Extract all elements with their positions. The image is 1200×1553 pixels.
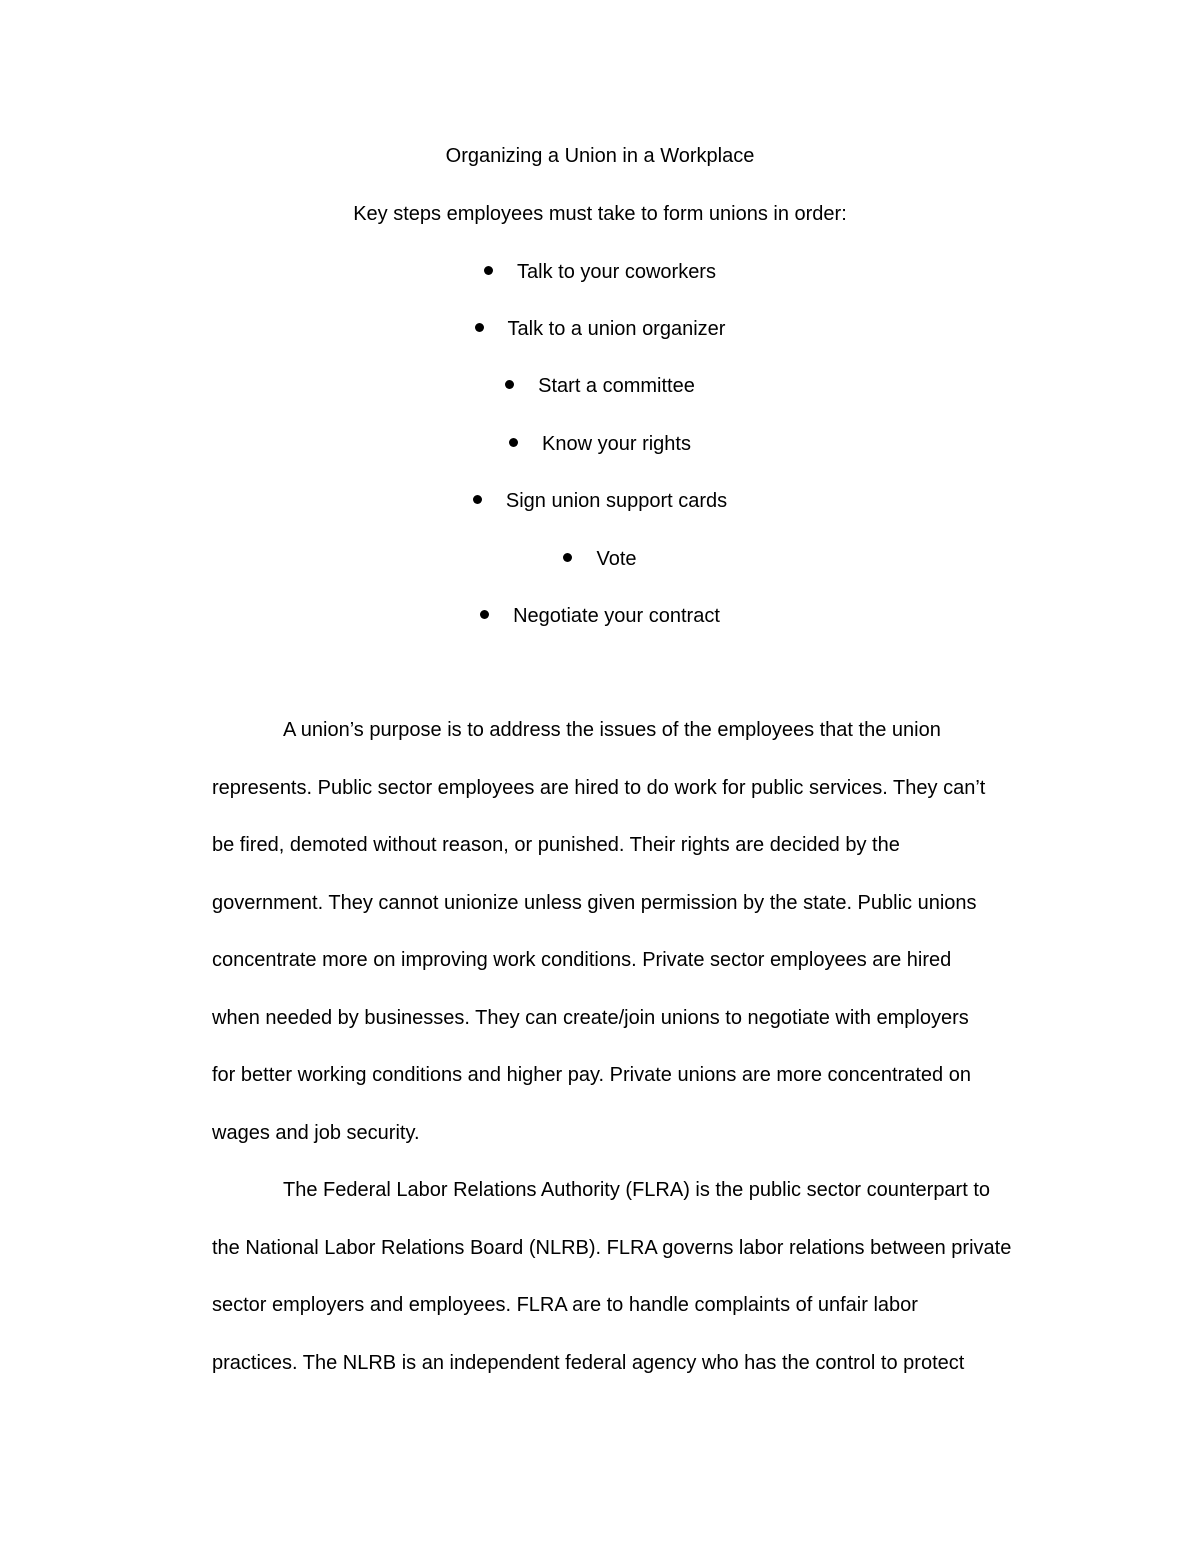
paragraph-line: represents. Public sector employees are hired to do work for public services. They can’t [212,776,986,799]
paragraph-line: wages and job security. [212,1121,420,1144]
list-item-label: Start a committee [538,375,695,397]
bullet-icon [484,266,493,275]
paragraph-line: be fired, demoted without reason, or punished. Their rights are decided by the [212,834,900,856]
paragraph-line: The Federal Labor Relations Authority (FLRA) is the public sector counterpart to [283,1179,991,1201]
bullet-icon [473,495,482,504]
list-item-label: Talk to your coworkers [517,261,716,283]
bullet-icon [505,380,514,389]
list-item [0,546,1200,572]
paragraph-line: A union’s purpose is to address the issues of the employees that the union [283,719,941,741]
paragraph-union-purpose [212,702,1072,1392]
paragraph-line: when needed by businesses. They can create/join unions to negotiate with employers [212,1006,969,1029]
list-item [0,373,1200,399]
bullet-icon [563,553,572,562]
list-item-label: Know your rights [542,433,691,455]
paragraph-line: concentrate more on improving work conditions. Private sector employees are hired [212,949,952,971]
bullet-icon [475,323,484,332]
steps-intro: Key steps employees must take to form unions in order: [353,203,847,225]
bullet-icon [480,610,489,619]
paragraph-line: for better working conditions and higher pay. Private unions are more concentrated on [212,1064,971,1086]
list-item [0,488,1200,514]
list-item [0,603,1200,629]
list-item [0,316,1200,342]
paragraph-line: the National Labor Relations Board (NLRB). FLRA governs labor relations between private [212,1236,1012,1259]
list-item [0,431,1200,457]
document-title: Organizing a Union in a Workplace [445,145,755,167]
bullet-icon [509,438,518,447]
list-item [0,259,1200,285]
paragraph-line: sector employers and employees. FLRA are to handle complaints of unfair labor [212,1294,918,1316]
paragraph-line: government. They cannot unionize unless given permission by the state. Public unions [212,891,977,914]
list-item-label: Vote [596,548,637,570]
paragraph-line: practices. The NLRB is an independent federal agency who has the control to protect [212,1351,965,1374]
list-item-label: Talk to a union organizer [507,318,726,340]
list-item-label: Negotiate your contract [513,605,720,627]
list-item-label: Sign union support cards [505,490,728,512]
